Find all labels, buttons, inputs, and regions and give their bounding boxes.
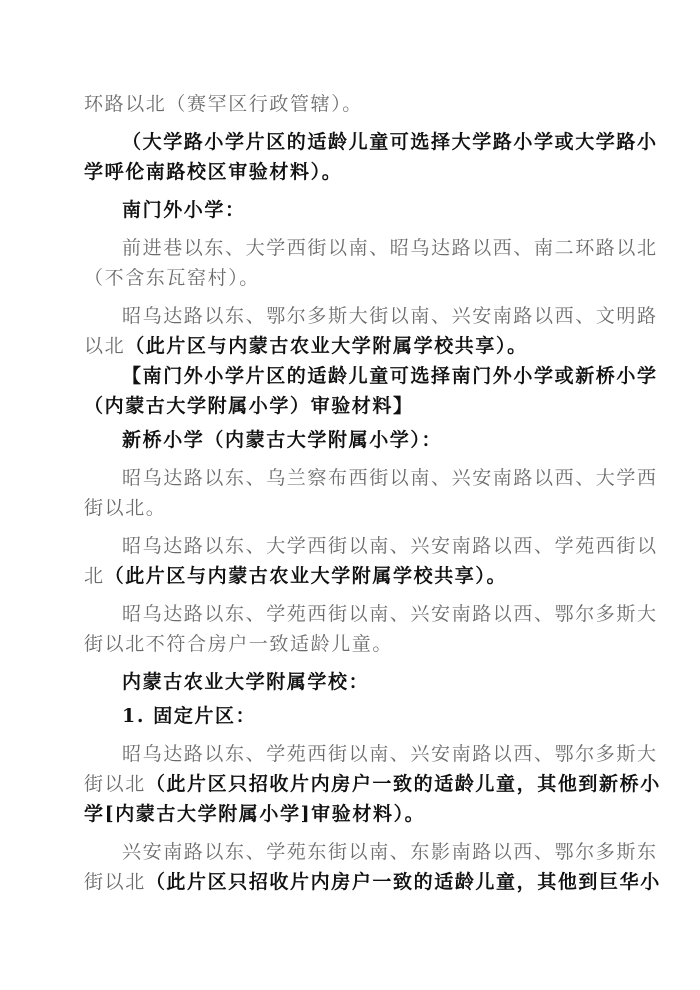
text-span: （此片区只招收片内房户一致的适龄儿童，其他到新桥小 xyxy=(145,773,661,795)
text-span: 昭乌达路以东、学苑西街以南、兴安南路以西、鄂尔多斯大 xyxy=(122,743,658,765)
text-span: 昭乌达路以东、乌兰察布西街以南、兴安南路以西、大学西 xyxy=(122,467,658,489)
text-span: （此片区只招收片内房户一致的适龄儿童，其他到巨华小 xyxy=(145,871,661,893)
text-span: 兴安南路以东、学苑东街以南、东影南路以西、鄂尔多斯东 xyxy=(122,841,658,863)
text-span: 以北 xyxy=(84,335,126,357)
text-span: 昭乌达路以东、鄂尔多斯大街以南、兴安南路以西、文明路 xyxy=(122,305,658,327)
text-line xyxy=(84,160,342,184)
section-heading xyxy=(122,198,246,222)
text-span: （此片区与内蒙古农业大学附属学校共享）。 xyxy=(125,335,528,357)
section-subheading xyxy=(122,704,256,728)
text-line xyxy=(122,534,658,558)
text-line xyxy=(122,466,658,490)
text-span: 街以北 xyxy=(84,871,146,893)
text-line xyxy=(84,266,260,290)
text-line xyxy=(122,236,658,260)
text-span: 内蒙古农业大学附属学校： xyxy=(122,671,370,693)
text-span: 昭乌达路以东、大学西街以南、兴安南路以西、学苑西街以 xyxy=(122,535,658,557)
text-span: 1. 固定片区： xyxy=(122,705,257,727)
text-span: （此片区与内蒙古农业大学附属学校共享）。 xyxy=(104,565,508,587)
text-span: 前进巷以东、大学西街以南、昭乌达路以西、南二环路以北 xyxy=(122,237,658,259)
text-span: 南门外小学： xyxy=(122,199,246,221)
text-line xyxy=(122,840,658,864)
text-span: （不含东瓦窑村）。 xyxy=(84,267,260,289)
text-span: 环路以北（赛罕区行政管辖）。 xyxy=(84,93,363,115)
text-line xyxy=(84,632,393,656)
section-heading xyxy=(122,670,369,694)
text-span: 昭乌达路以东、学苑西街以南、兴安南路以西、鄂尔多斯大 xyxy=(122,603,658,625)
text-line xyxy=(84,870,661,894)
text-span: 学呼伦南路校区审验材料）。 xyxy=(84,161,343,183)
text-span: 【南门外小学片区的适龄儿童可选择南门外小学或新桥小学 xyxy=(122,365,658,387)
section-heading xyxy=(122,428,442,452)
text-line xyxy=(84,394,414,418)
text-span: 街以北。 xyxy=(84,497,167,519)
text-line xyxy=(84,772,661,796)
text-span: 街以北 xyxy=(84,773,146,795)
text-span: 学[内蒙古大学附属小学]审验材料）。 xyxy=(84,803,426,825)
text-line xyxy=(122,304,658,328)
text-span: （内蒙古大学附属小学）审验材料】 xyxy=(84,395,414,417)
text-span: 新桥小学（内蒙古大学附属小学）： xyxy=(122,429,443,451)
text-line xyxy=(84,334,528,358)
text-line xyxy=(84,802,425,826)
text-line xyxy=(84,496,166,520)
text-span: 北 xyxy=(84,565,105,587)
text-line xyxy=(122,742,658,766)
text-line xyxy=(122,364,658,388)
text-line xyxy=(122,130,658,154)
text-span: （大学路小学片区的适龄儿童可选择大学路小学或大学路小 xyxy=(122,131,658,153)
text-span: 街以北不符合房户一致适龄儿童。 xyxy=(84,633,394,655)
text-line xyxy=(122,602,658,626)
text-line xyxy=(84,92,363,116)
text-line xyxy=(84,564,507,588)
